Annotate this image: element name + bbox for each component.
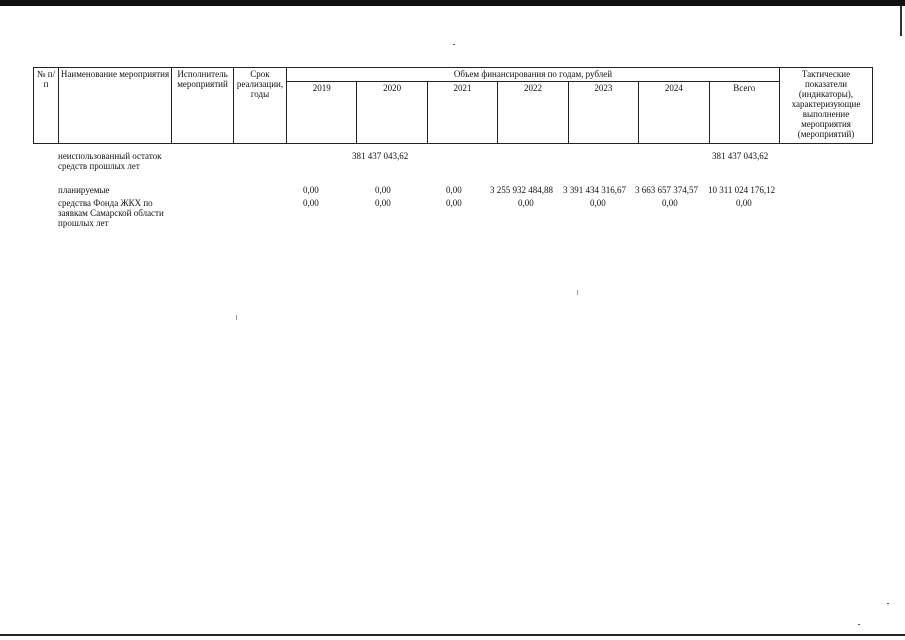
scan-speck <box>858 624 860 625</box>
cell-2019: 0,00 <box>303 185 319 195</box>
header-row-top <box>34 68 873 82</box>
header-year-2021: 2021 <box>427 82 497 144</box>
header-year-2023: 2023 <box>568 82 638 144</box>
cell-2022: 3 255 932 484,88 <box>490 185 553 195</box>
cell-2020: 381 437 043,62 <box>352 151 409 161</box>
header-year-2022: 2022 <box>498 82 568 144</box>
header-num: № п/п <box>34 68 59 144</box>
scan-right-edge <box>900 6 902 36</box>
cell-2020: 0,00 <box>375 198 391 208</box>
header-year-2019: 2019 <box>287 82 357 144</box>
cell-2019: 0,00 <box>303 198 319 208</box>
cell-total: 10 311 024 176,12 <box>708 185 776 195</box>
scan-bottom-border <box>0 634 905 636</box>
funding-table <box>33 67 873 144</box>
cell-2023: 0,00 <box>590 198 606 208</box>
header-executor: Исполнитель мероприятий <box>172 68 234 144</box>
row-label-planned: планируемые <box>58 185 110 195</box>
cell-2024: 0,00 <box>662 198 678 208</box>
cell-2023: 3 391 434 316,67 <box>563 185 626 195</box>
scan-speck <box>236 315 237 320</box>
row-label-fund-zhkh: средства Фонда ЖКХ по заявкам Самарской области прошлых лет <box>58 198 164 228</box>
cell-2020: 0,00 <box>375 185 391 195</box>
cell-total: 381 437 043,62 <box>712 151 769 161</box>
header-name: Наименование мероприятия <box>59 68 172 144</box>
header-term: Срок реализации, годы <box>234 68 287 144</box>
row-label-unused-balance: неиспользованный остаток средств прошлых лет <box>58 151 162 171</box>
header-total: Всего <box>709 82 779 144</box>
header-funding: Объем финансирования по годам, рублей <box>287 68 780 82</box>
cell-2021: 0,00 <box>446 185 462 195</box>
scan-speck <box>453 44 455 45</box>
scan-speck <box>887 603 889 604</box>
header-year-2020: 2020 <box>357 82 427 144</box>
cell-total: 0,00 <box>736 198 752 208</box>
header-year-2024: 2024 <box>639 82 709 144</box>
cell-2024: 3 663 657 374,57 <box>635 185 698 195</box>
scan-speck <box>577 290 578 295</box>
cell-2022: 0,00 <box>518 198 534 208</box>
scan-top-border <box>0 0 905 6</box>
header-tactical: Тактические показатели (индикаторы), характеризующие выполнение мероприятия (мероприятий) <box>780 68 873 144</box>
cell-2021: 0,00 <box>446 198 462 208</box>
